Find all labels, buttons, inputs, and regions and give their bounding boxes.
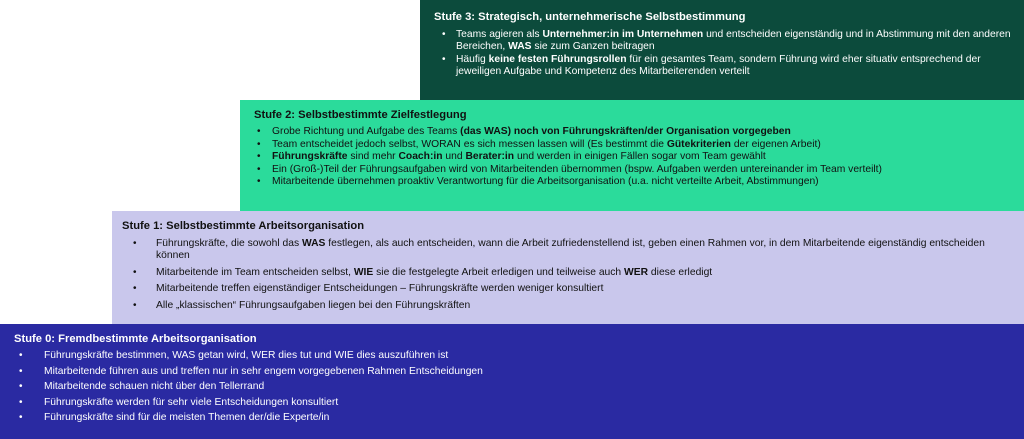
bullet-item xyxy=(14,366,1012,378)
bullet-text xyxy=(44,350,1012,362)
stage-0-title: Stufe 0: Fremdbestimmte Arbeitsorganisation xyxy=(14,333,257,345)
bullet-text xyxy=(156,238,1012,263)
bullet-item xyxy=(122,238,1012,263)
bullet-item xyxy=(14,412,1012,424)
stage-1-box xyxy=(112,211,1024,324)
stage-3-bullet-list xyxy=(434,29,1012,79)
bullet-text-run: Führungskräfte bestimmen, WAS getan wird, WER dies tut und WIE dies auszuführen ist xyxy=(44,350,449,361)
bullet-dot-icon: • xyxy=(19,365,23,377)
bullet-text xyxy=(156,267,1012,279)
bullet-text-run: Teams agieren als xyxy=(456,29,543,40)
bullet-dot-icon: • xyxy=(442,29,446,40)
stage-3-box xyxy=(420,0,1024,100)
bullet-dot-icon: • xyxy=(133,283,137,295)
bullet-text-bold: WIE xyxy=(353,266,374,278)
bullet-text-bold: WAS xyxy=(301,238,326,249)
bullet-text xyxy=(456,54,1012,79)
stage-2-title: Stufe 2: Selbstbestimmte Zielfestlegung xyxy=(254,109,467,121)
stage-0-bullet-list xyxy=(14,350,1012,424)
bullet-text-bold: WAS xyxy=(508,41,532,53)
bullet-text xyxy=(156,300,1012,312)
bullet-dot-icon: • xyxy=(257,138,261,150)
bullet-item xyxy=(122,267,1012,279)
bullet-text-run: Mitarbeitende führen aus und treffen nur in sehr engem vorgegebenen Rahmen Entscheidungen xyxy=(44,365,483,377)
bullet-item xyxy=(254,139,1012,152)
bullet-dot-icon: • xyxy=(19,412,23,423)
stage-0-box xyxy=(0,324,1024,439)
bullet-text xyxy=(272,126,1012,139)
bullet-text-run: Mitarbeitende übernehmen proaktiv Verantwortung für die Arbeitsorganisation (u.a. nicht verteilte Arbeit, Abstimmungen) xyxy=(272,176,819,187)
bullet-text-run: für ein gesamtes Team, sondern Führung wird eher situativ entsprechend der jeweiligen Aufgabe und Kompetenz des Mitarbeiterenden verteilt xyxy=(456,53,981,78)
bullet-text-bold: (das WAS) noch von Führungskräften/der Organisation vorgegeben xyxy=(460,126,791,137)
bullet-text-run: Mitarbeitende schauen nicht über den Tellerrand xyxy=(44,381,265,392)
bullet-text-run: der eigenen Arbeit) xyxy=(730,138,821,150)
bullet-text-bold: WER xyxy=(624,266,649,278)
bullet-text-bold: Berater:in xyxy=(465,151,515,162)
bullet-text-run: Ein (Groß-)Teil der Führungsaufgaben wird von Mitarbeitenden übernommen (bspw. Aufgaben werden untereinander im Team verteilt) xyxy=(272,163,882,175)
bullet-item xyxy=(14,397,1012,409)
bullet-text-run: sind mehr xyxy=(347,151,399,162)
bullet-dot-icon: • xyxy=(133,266,137,278)
bullet-text xyxy=(156,283,1012,295)
bullet-text-bold: Gütekriterien xyxy=(666,138,731,150)
bullet-text-run: Mitarbeitende treffen eigenständiger Entscheidungen – Führungskräfte werden weniger konsultiert xyxy=(156,283,604,295)
bullet-text-bold: keine festen Führungsrollen xyxy=(488,53,627,65)
bullet-dot-icon: • xyxy=(19,350,23,361)
bullet-dot-icon: • xyxy=(257,176,261,187)
bullet-text-run: Führungskräfte sind für die meisten Themen der/die Experte/in xyxy=(44,412,330,423)
bullet-dot-icon: • xyxy=(257,163,261,175)
bullet-text-bold: Coach:in xyxy=(398,151,443,162)
bullet-text xyxy=(456,29,1012,54)
bullet-text xyxy=(44,397,1012,409)
bullet-text-run: sie zum Ganzen beitragen xyxy=(531,41,655,53)
bullet-text-run: und xyxy=(442,151,466,162)
bullet-item xyxy=(254,164,1012,177)
bullet-dot-icon: • xyxy=(133,238,137,249)
bullet-text-run: Führungskräfte, die sowohl das xyxy=(156,238,302,249)
bullet-text-run: diese erledigt xyxy=(648,266,713,278)
bullet-dot-icon: • xyxy=(257,126,261,137)
bullet-item xyxy=(434,54,1012,79)
bullet-dot-icon: • xyxy=(19,381,23,392)
bullet-text-run: Mitarbeitende im Team entscheiden selbst, xyxy=(156,266,354,278)
bullet-item xyxy=(122,283,1012,295)
bullet-text-run: und entscheiden eigenständig und in Abstimmung mit den anderen Bereichen, xyxy=(456,29,1011,53)
bullet-text-run: festlegen, als auch entscheiden, wann die Arbeit zufriedenstellend ist, geben einen Rahmen vor, in dem Mitarbeitende eigenständig entscheiden können xyxy=(156,238,985,262)
bullet-text xyxy=(272,164,1012,177)
bullet-dot-icon: • xyxy=(133,299,137,311)
bullet-text xyxy=(272,176,1012,189)
bullet-text-run: und werden in einigen Fällen sogar vom Team gewählt xyxy=(514,151,766,162)
bullet-text-run: Führungskräfte werden für sehr viele Entscheidungen konsultiert xyxy=(44,396,339,408)
bullet-item xyxy=(122,300,1012,312)
bullet-text xyxy=(44,366,1012,378)
bullet-text-run: sie die festgelegte Arbeit erledigen und teilweise auch xyxy=(373,266,625,278)
bullet-item xyxy=(434,29,1012,54)
bullet-item xyxy=(254,176,1012,189)
bullet-item xyxy=(254,126,1012,139)
bullet-text xyxy=(272,151,1012,164)
bullet-item xyxy=(14,350,1012,362)
bullet-text xyxy=(272,139,1012,152)
bullet-text-run: Team entscheidet jedoch selbst, WORAN es sich messen lassen will (Es bestimmt die xyxy=(272,138,667,150)
stage-2-bullet-list xyxy=(254,126,1012,189)
stage-1-bullet-list xyxy=(122,238,1012,312)
bullet-text-run: Alle „klassischen“ Führungsaufgaben liegen bei den Führungskräften xyxy=(156,299,471,311)
bullet-text-run: Häufig xyxy=(456,53,489,65)
bullet-dot-icon: • xyxy=(19,396,23,408)
bullet-dot-icon: • xyxy=(442,53,446,65)
bullet-item xyxy=(254,151,1012,164)
bullet-text-run: Grobe Richtung und Aufgabe des Teams xyxy=(272,126,461,137)
bullet-text-bold: Führungskräfte xyxy=(272,151,348,162)
bullet-item xyxy=(14,381,1012,393)
bullet-text-bold: Unternehmer:in im Unternehmen xyxy=(542,29,704,40)
stage-1-title: Stufe 1: Selbstbestimmte Arbeitsorganisation xyxy=(122,220,365,232)
bullet-dot-icon: • xyxy=(257,151,261,162)
stage-3-title: Stufe 3: Strategisch, unternehmerische Selbstbestimmung xyxy=(434,11,746,23)
bullet-text xyxy=(44,381,1012,393)
bullet-text xyxy=(44,412,1012,424)
stage-2-box xyxy=(240,100,1024,211)
